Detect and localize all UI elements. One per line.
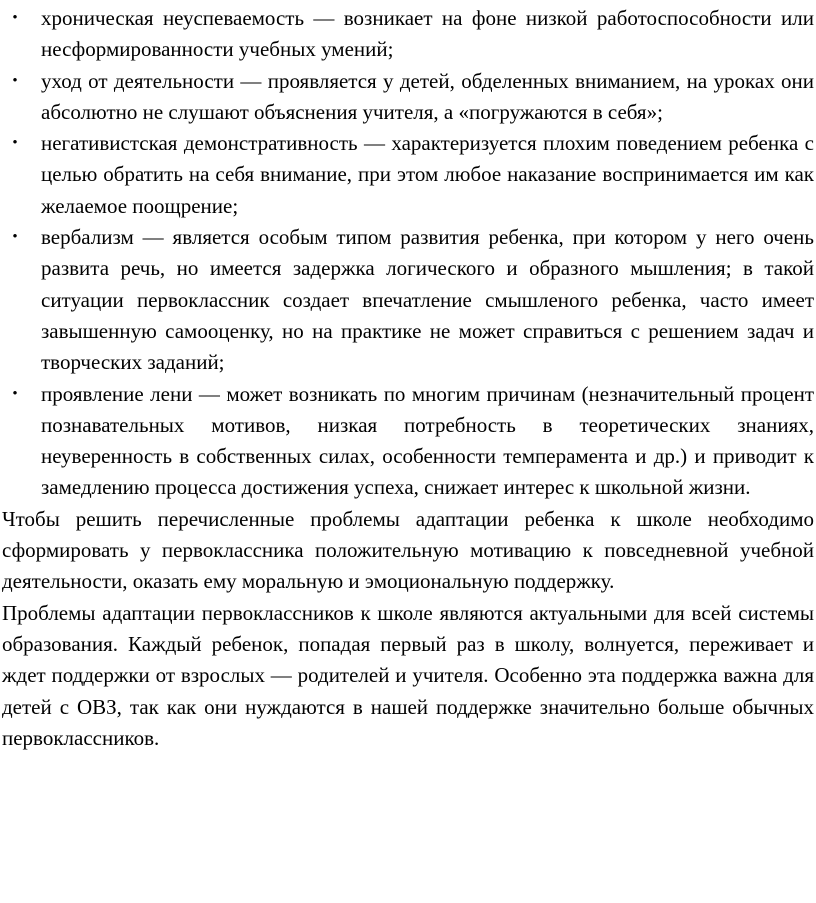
bullet-item-withdrawal [2, 66, 814, 129]
bullet-text: хроническая неуспеваемость — возникает на фоне низкой работоспособности или несформированности учебных умений; [41, 6, 814, 62]
bullet-dot-icon: • [12, 135, 18, 152]
bullet-text: вербализм — является особым типом развития ребенка, при котором у него очень развита речь, но имеется задержка логического и образного мышления; в такой ситуации первоклассник создает впечатление смышленого ребенка, часто имеет завышенную самооценку, но на практике не может справиться с решением задач и творческих заданий; [41, 225, 814, 375]
bullet-dot-icon: • [12, 10, 18, 26]
bullet-item-verbalism [2, 222, 814, 378]
problems-bullet-list [2, 3, 814, 504]
paragraph-motivation: Чтобы решить перечисленные проблемы адаптации ребенка к школе необходимо сформировать у первоклассника положительную мотивацию к повседневной учебной деятельности, оказать ему моральную и эмоциональную поддержку. [2, 506, 814, 594]
bullet-text: уход от деятельности — проявляется у детей, обделенных вниманием, на уроках они абсолютно не слушают объяснения учителя, а «погружаются в себя»; [41, 68, 814, 124]
bullet-item-chronic-underachievement [2, 3, 814, 66]
bullet-dot-icon: • [12, 229, 18, 246]
bullet-text: негативистская демонстративность — характеризуется плохим поведением ребенка с целью обратить на себя внимание, при этом любое наказание воспринимается им как желаемое поощрение; [41, 131, 814, 218]
paragraph-adaptation-problems: Проблемы адаптации первоклассников к школе являются актуальными для всей системы образования. Каждый ребенок, попадая первый раз в школу, волнуется, переживает и ждет поддержки от взрослых — родителей и учителя. Особенно эта поддержка важна для детей с ОВЗ, так как они нуждаются в нашей поддержке значительно больше обычных первоклассников. [2, 600, 814, 750]
bullet-item-negativistic-demonstrativeness [2, 128, 814, 222]
bullet-item-laziness [2, 379, 814, 504]
bullet-text: проявление лени — может возникать по многим причинам (незначительный процент познавательных мотивов, низкая потребность в теоретических знаниях, неуверенность в собственных силах, особенности темперамента и др.) и приводит к замедлению процесса достижения успеха, снижает интерес к школьной жизни. [41, 381, 814, 500]
bullet-dot-icon: • [12, 385, 18, 402]
bullet-dot-icon: • [12, 72, 18, 89]
